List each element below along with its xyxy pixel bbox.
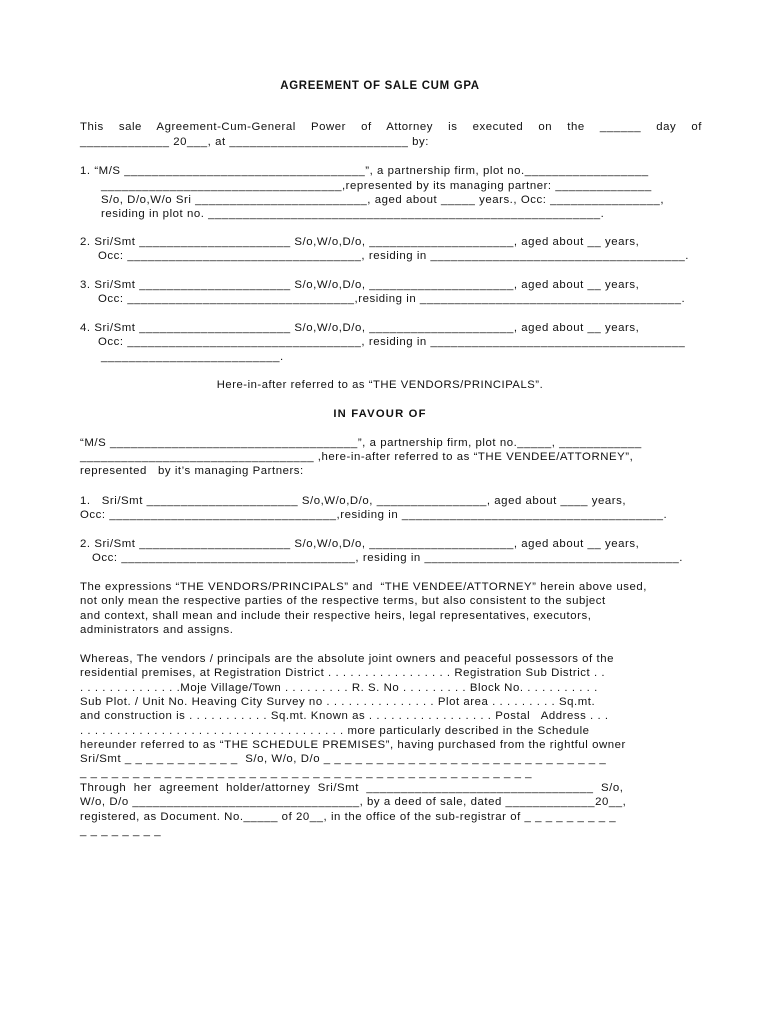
party-4-line-1: 4. Sri/Smt ______________________ S/o,W/o,D/o, _____________________, aged about __ years, xyxy=(80,322,640,334)
intro-line-2: _____________ 20___, at __________________________ by: xyxy=(80,136,429,148)
party-2-line-1: 2. Sri/Smt ______________________ S/o,W/o,D/o, _____________________, aged about __ years, xyxy=(80,236,640,248)
through-line-3: registered, as Document. No._____ of 20__, in the office of the sub-registrar of _ _ _ _ _ _ _ _ _ xyxy=(80,811,617,823)
partner-1-line-2: Occ: _________________________________,residing in ______________________________________. xyxy=(80,509,668,521)
whereas-line-4: Sub Plot. / Unit No. Heaving City Survey no . . . . . . . . . . . . . . . Plot area . . . . . . . . . Sq.mt. xyxy=(80,696,596,708)
partner-1-line-1: 1. Sri/Smt ______________________ S/o,W/o,D/o, ________________, aged about ____ years, xyxy=(80,495,627,507)
party-3-line-1: 3. Sri/Smt ______________________ S/o,W/o,D/o, _____________________, aged about __ years, xyxy=(80,279,640,291)
expressions-line-2: not only mean the respective parties of the respective terms, but also consistent to the subject xyxy=(80,595,606,607)
whereas-line-2: residential premises, at Registration District . . . . . . . . . . . . . . . . . Registration Sub District . . xyxy=(80,667,606,679)
vendee-line-3: represented by it’s managing Partners: xyxy=(80,465,304,477)
intro-line-1: This sale Agreement-Cum-General Power of Attorney is executed on the ______ day of xyxy=(80,121,702,133)
party-1-line-1: 1. “M/S ___________________________________”, a partnership firm, plot no.__________________ xyxy=(80,165,649,177)
whereas-line-7: hereunder referred to as “THE SCHEDULE PREMISES”, having purchased from the rightful owner xyxy=(80,739,626,751)
party-1-line-2: ___________________________________,represented by its managing partner: ______________ xyxy=(101,180,652,192)
expressions-line-1: The expressions “THE VENDORS/PRINCIPALS” and “THE VENDEE/ATTORNEY” herein above used, xyxy=(80,581,648,593)
whereas-line-6: . . . . . . . . . . . . . . . . . . . . . . . . . . . . . . . . . . . . more particularly described in the Schedule xyxy=(80,725,590,737)
party-2-line-2: Occ: __________________________________, residing in _____________________________________. xyxy=(98,250,689,262)
through-line-1: Through her agreement holder/attorney Sri/Smt _________________________________ S/o, xyxy=(80,782,624,794)
through-line-2: W/o, D/o _________________________________, by a deed of sale, dated _____________20__, xyxy=(80,796,627,808)
partner-2-line-1: 2. Sri/Smt ______________________ S/o,W/o,D/o, _____________________, aged about __ years, xyxy=(80,538,640,550)
party-4-line-2: Occ: __________________________________, residing in _____________________________________ xyxy=(98,336,686,348)
party-3-line-2: Occ: _________________________________,residing in ______________________________________. xyxy=(98,293,686,305)
in-favour-of-heading: IN FAVOUR OF xyxy=(333,408,427,420)
expressions-line-3: and context, shall mean and include their respective heirs, legal representatives, executors, xyxy=(80,610,592,622)
whereas-line-5: and construction is . . . . . . . . . . . Sq.mt. Known as . . . . . . . . . . . . . . . . . Postal Address . . . xyxy=(80,710,609,722)
whereas-line-3: . . . . . . . . . . . . . .Moje Village/Town . . . . . . . . . R. S. No . . . . . . . . . Block No. . . . . . . . . . . xyxy=(80,682,598,694)
document-title: AGREEMENT OF SALE CUM GPA xyxy=(280,79,480,92)
whereas-line-9: _ _ _ _ _ _ _ _ _ _ _ _ _ _ _ _ _ _ _ _ _ _ _ _ _ _ _ _ _ _ _ _ _ _ _ _ _ _ _ _ _ _ _ xyxy=(80,767,533,779)
party-1-line-4: residing in plot no. _________________________________________________________. xyxy=(101,208,605,220)
party-1-line-3: S/o, D/o,W/o Sri _________________________, aged about _____ years., Occ: ________________, xyxy=(101,194,665,206)
whereas-line-8: Sri/Smt _ _ _ _ _ _ _ _ _ _ _ S/o, W/o, D/o _ _ _ _ _ _ _ _ _ _ _ _ _ _ _ _ _ _ _ _ _ _ _ _ _ _ _ xyxy=(80,753,607,765)
whereas-line-1: Whereas, The vendors / principals are the absolute joint owners and peaceful possessors of the xyxy=(80,653,614,665)
expressions-line-4: administrators and assigns. xyxy=(80,624,234,636)
vendee-line-2: __________________________________ ,here-in-after referred to as “THE VENDEE/ATTORNEY”, xyxy=(80,451,634,463)
partner-2-line-2: Occ: __________________________________, residing in _____________________________________. xyxy=(92,552,683,564)
vendors-definition: Here-in-after referred to as “THE VENDORS/PRINCIPALS”. xyxy=(216,379,544,391)
vendee-line-1: “M/S ____________________________________”, a partnership firm, plot no._____, ____________ xyxy=(80,437,642,449)
party-4-line-3: __________________________. xyxy=(101,351,284,363)
through-line-4: _ _ _ _ _ _ _ _ xyxy=(80,825,162,837)
